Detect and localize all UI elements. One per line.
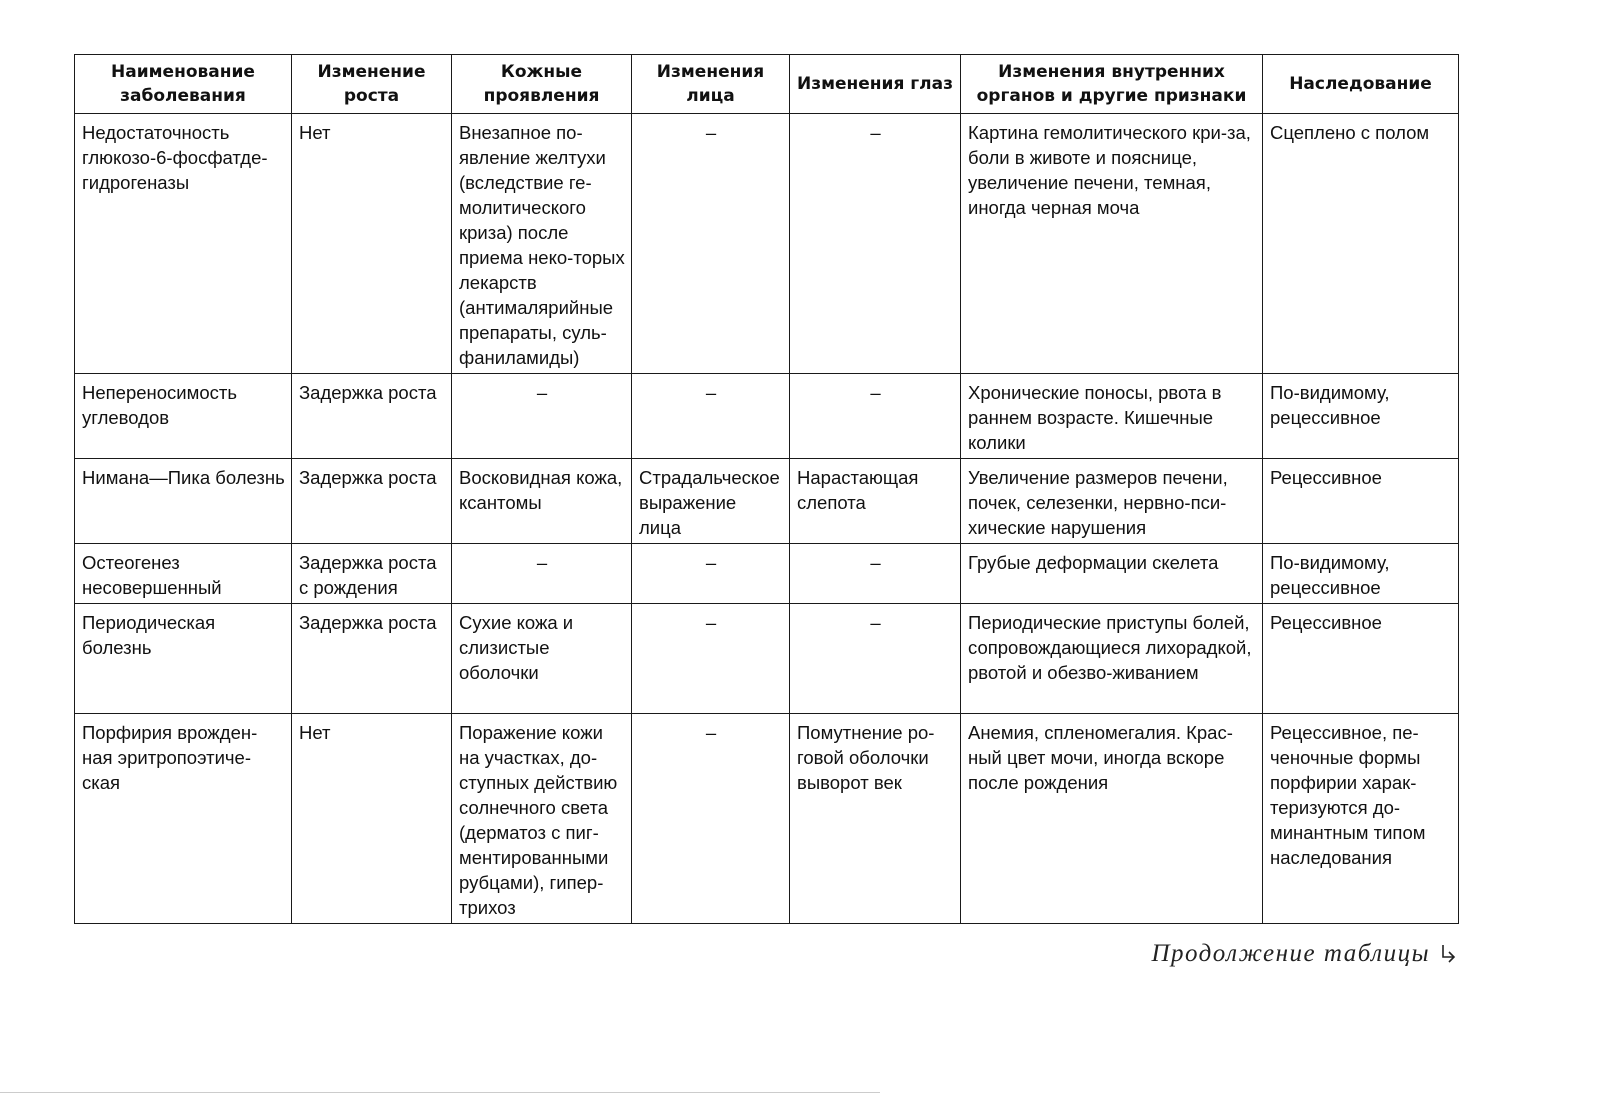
cell-face-changes: –: [632, 604, 790, 714]
cell-growth-change: Задержка роста с рождения: [292, 544, 452, 604]
table-row: [75, 459, 1459, 544]
cell-eye-changes: Помутнение ро-говой оболочки выворот век: [790, 714, 961, 924]
cell-face-changes: –: [632, 114, 790, 374]
table-row: [75, 714, 1459, 924]
cell-eye-changes: –: [790, 604, 961, 714]
cell-face-changes: Страдальческое выражение лица: [632, 459, 790, 544]
header-eye-changes: Изменения глаз: [790, 55, 961, 114]
header-disease-name: Наименование заболевания: [75, 55, 292, 114]
cell-skin-manifestations: –: [452, 374, 632, 459]
cell-eye-changes: Нарастающая слепота: [790, 459, 961, 544]
cell-growth-change: Задержка роста: [292, 374, 452, 459]
cell-internal-organs: Грубые деформации скелета: [961, 544, 1263, 604]
cell-internal-organs: Увеличение размеров печени, почек, селезенки, нервно-пси-хические нарушения: [961, 459, 1263, 544]
header-growth-change: Изменение роста: [292, 55, 452, 114]
header-internal-organs: Изменения внутренних органов и другие признаки: [961, 55, 1263, 114]
cell-internal-organs: Картина гемолитического кри-за, боли в животе и пояснице, увеличение печени, темная, иногда черная моча: [961, 114, 1263, 374]
cell-inheritance: Рецессивное: [1263, 604, 1459, 714]
cell-inheritance: По-видимому, рецессивное: [1263, 374, 1459, 459]
turn-down-arrow-icon: [1438, 943, 1458, 965]
cell-growth-change: Задержка роста: [292, 459, 452, 544]
header-inheritance: Наследование: [1263, 55, 1459, 114]
table-row: [75, 374, 1459, 459]
cell-skin-manifestations: Сухие кожа и слизистые оболочки: [452, 604, 632, 714]
cell-disease-name: Остеогенез несовершенный: [75, 544, 292, 604]
cell-eye-changes: –: [790, 544, 961, 604]
cell-growth-change: Нет: [292, 714, 452, 924]
disease-table-container: [74, 54, 1458, 924]
cell-disease-name: Непереносимость углеводов: [75, 374, 292, 459]
cell-skin-manifestations: Восковидная кожа, ксантомы: [452, 459, 632, 544]
cell-skin-manifestations: Поражение кожи на участках, до-ступных действию солнечного света (дерматоз с пиг-ментированными рубцами), гипер-трихоз: [452, 714, 632, 924]
cell-eye-changes: –: [790, 374, 961, 459]
header-skin-manifestations: Кожные проявления: [452, 55, 632, 114]
cell-eye-changes: –: [790, 114, 961, 374]
table-row: [75, 604, 1459, 714]
cell-face-changes: –: [632, 374, 790, 459]
cell-internal-organs: Периодические приступы болей, сопровождающиеся лихорадкой, рвотой и обезво-живанием: [961, 604, 1263, 714]
cell-disease-name: Нимана—Пика болезнь: [75, 459, 292, 544]
table-row: [75, 114, 1459, 374]
cell-growth-change: Нет: [292, 114, 452, 374]
cell-skin-manifestations: Внезапное по-явление желтухи (вследствие ге-молитического криза) после приема неко-торых лекарств (антималярийные препараты, суль-фаниламиды): [452, 114, 632, 374]
table-continuation-note: [1151, 940, 1458, 968]
cell-disease-name: Порфирия врожден-ная эритропоэтиче-ская: [75, 714, 292, 924]
cell-internal-organs: Анемия, спленомегалия. Крас-ный цвет мочи, иногда вскоре после рождения: [961, 714, 1263, 924]
cell-disease-name: Периодическая болезнь: [75, 604, 292, 714]
cell-inheritance: Рецессивное, пе-ченочные формы порфирии харак-теризуются до-минантным типом наследования: [1263, 714, 1459, 924]
table-header-row: [75, 55, 1459, 114]
cell-face-changes: –: [632, 544, 790, 604]
table-row: [75, 544, 1459, 604]
cell-skin-manifestations: –: [452, 544, 632, 604]
page-bottom-rule: [0, 1092, 880, 1093]
cell-inheritance: Сцеплено с полом: [1263, 114, 1459, 374]
cell-inheritance: По-видимому, рецессивное: [1263, 544, 1459, 604]
header-face-changes: Изменения лица: [632, 55, 790, 114]
cell-growth-change: Задержка роста: [292, 604, 452, 714]
cell-face-changes: –: [632, 714, 790, 924]
cell-inheritance: Рецессивное: [1263, 459, 1459, 544]
cell-disease-name: Недостаточность глюкозо-6-фосфатде-гидрогеназы: [75, 114, 292, 374]
cell-internal-organs: Хронические поносы, рвота в раннем возрасте. Кишечные колики: [961, 374, 1263, 459]
continuation-label: Продолжение таблицы: [1151, 940, 1430, 967]
disease-table: [74, 54, 1459, 924]
